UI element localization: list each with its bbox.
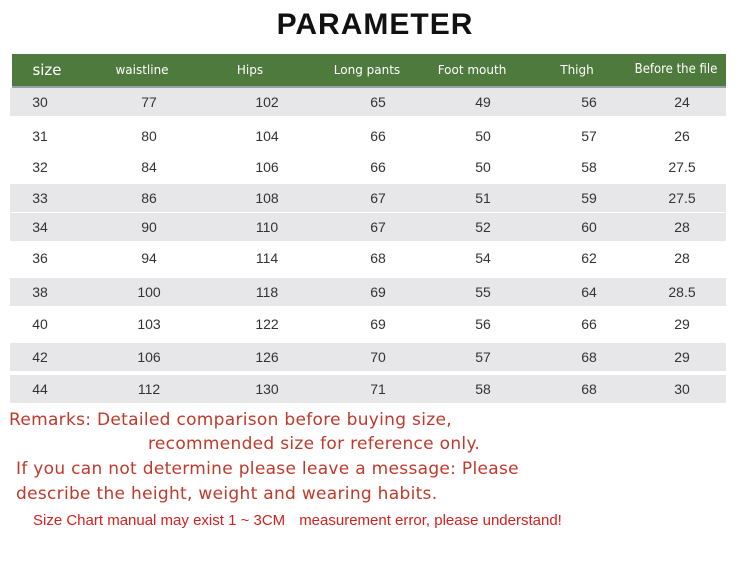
cell-hips: 106 [255,159,279,175]
cell-size: 31 [32,128,48,144]
cell-before-the-file: 24 [674,94,690,110]
column-header-before-the-file: Before the file [634,62,718,77]
column-header-foot-mouth: Foot mouth [437,63,507,77]
cell-long-pants: 69 [370,284,386,300]
cell-foot-mouth: 50 [475,128,491,144]
cell-long-pants: 68 [370,250,386,266]
cell-before-the-file: 28 [674,219,690,235]
cell-foot-mouth: 57 [475,349,491,365]
cell-waistline: 77 [141,94,157,110]
cell-hips: 108 [255,190,279,206]
cell-hips: 102 [255,94,279,110]
remarks-line-2: recommended size for reference only. [148,434,481,454]
cell-long-pants: 66 [370,128,386,144]
measurement-note-part-1: Size Chart manual may exist 1 ~ 3CM [33,512,286,529]
cell-hips: 130 [255,381,279,397]
cell-size: 30 [32,94,48,110]
cell-thigh: 62 [581,250,597,266]
table-row [10,278,726,306]
cell-long-pants: 65 [370,94,386,110]
cell-waistline: 90 [141,219,157,235]
cell-size: 38 [32,284,48,300]
cell-size: 33 [32,190,48,206]
cell-before-the-file: 27.5 [668,190,696,206]
cell-foot-mouth: 54 [475,250,491,266]
cell-long-pants: 67 [370,190,386,206]
cell-thigh: 58 [581,159,597,175]
cell-waistline: 80 [141,128,157,144]
cell-waistline: 94 [141,250,157,266]
cell-waistline: 86 [141,190,157,206]
cell-waistline: 100 [137,284,161,300]
cell-before-the-file: 26 [674,128,690,144]
measurement-note [33,512,562,529]
cell-hips: 104 [255,128,279,144]
table-row [10,153,726,181]
cell-long-pants: 66 [370,159,386,175]
table-row [10,184,726,212]
cell-size: 42 [32,349,48,365]
cell-size: 36 [32,250,48,266]
column-header-hips: Hips [236,63,264,77]
cell-foot-mouth: 50 [475,159,491,175]
cell-foot-mouth: 55 [475,284,491,300]
remarks-line-4: describe the height, weight and wearing habits. [16,484,438,504]
cell-thigh: 60 [581,219,597,235]
cell-before-the-file: 29 [674,316,690,332]
cell-hips: 114 [255,250,279,266]
column-header-waistline: waistline [115,63,169,77]
cell-foot-mouth: 58 [475,381,491,397]
cell-hips: 118 [255,284,279,300]
table-row [10,375,726,403]
cell-size: 44 [32,381,48,397]
cell-waistline: 84 [141,159,157,175]
cell-long-pants: 71 [370,381,386,397]
cell-size: 32 [32,159,48,175]
table-row [10,213,726,241]
cell-thigh: 64 [581,284,597,300]
table-row [10,88,726,116]
cell-thigh: 68 [581,381,597,397]
column-header-size: size [32,61,62,79]
cell-long-pants: 67 [370,219,386,235]
table-row [10,310,726,338]
cell-before-the-file: 29 [674,349,690,365]
cell-size: 34 [32,219,48,235]
cell-waistline: 106 [137,349,161,365]
cell-foot-mouth: 51 [475,190,491,206]
cell-hips: 122 [255,316,279,332]
table-row [10,343,726,371]
cell-before-the-file: 30 [674,381,690,397]
column-header-long-pants: Long pants [333,63,401,77]
table-row [10,244,726,272]
cell-long-pants: 69 [370,316,386,332]
cell-thigh: 56 [581,94,597,110]
cell-hips: 110 [255,219,279,235]
cell-foot-mouth: 52 [475,219,491,235]
cell-thigh: 59 [581,190,597,206]
cell-foot-mouth: 49 [475,94,491,110]
table-header [12,54,726,88]
measurement-note-part-2: measurement error, please understand! [299,512,562,529]
cell-size: 40 [32,316,48,332]
cell-waistline: 103 [137,316,161,332]
cell-hips: 126 [255,349,279,365]
cell-thigh: 57 [581,128,597,144]
cell-thigh: 68 [581,349,597,365]
cell-before-the-file: 28 [674,250,690,266]
column-header-thigh: Thigh [560,63,594,77]
cell-before-the-file: 28.5 [668,284,696,300]
table-row [10,122,726,150]
page-title: PARAMETER [276,8,474,41]
remarks-line-3: If you can not determine please leave a message: Please [16,459,519,479]
cell-thigh: 66 [581,316,597,332]
cell-long-pants: 70 [370,349,386,365]
cell-foot-mouth: 56 [475,316,491,332]
remarks-line-1: Remarks: Detailed comparison before buying size, [9,410,452,430]
cell-before-the-file: 27.5 [668,159,696,175]
cell-waistline: 112 [137,381,161,397]
